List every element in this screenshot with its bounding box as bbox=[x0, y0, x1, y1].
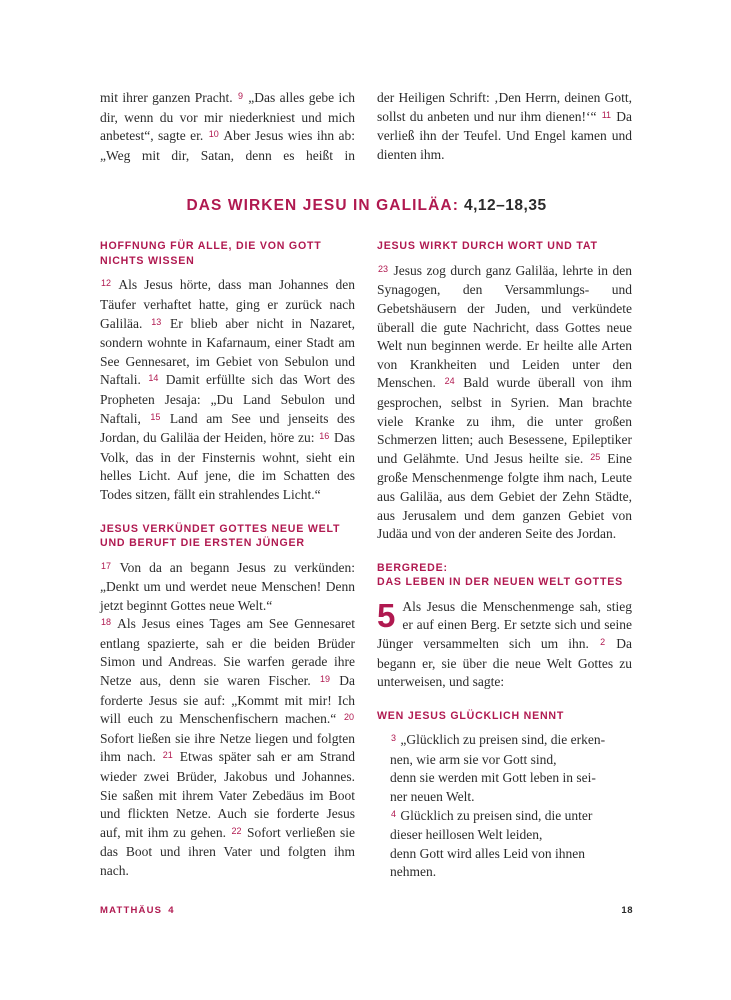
section-heading bbox=[100, 197, 633, 215]
body-text: Aber Jesus wies ihn ab: „Weg mit dir, Satan, denn es heißt in bbox=[100, 128, 355, 163]
body-paragraph bbox=[100, 276, 355, 504]
verse-number: 23 bbox=[378, 263, 389, 274]
verse-number: 20 bbox=[343, 712, 354, 723]
body-text: nehmen. bbox=[390, 864, 437, 880]
body-text: Glücklich zu preisen sind, die unter bbox=[397, 807, 593, 823]
verse-number: 16 bbox=[319, 431, 330, 442]
body-text: denn Gott wird alles Leid von ihnen bbox=[390, 845, 585, 861]
section-subheading bbox=[377, 561, 632, 590]
body-text: Als Jesus die Menschenmenge sah, stieg er auf einen Berg. Er setzte sich und seine Jünger versammelten sich um ihn. bbox=[377, 598, 632, 651]
page-number: 18 bbox=[621, 905, 633, 916]
body-paragraph bbox=[100, 89, 355, 165]
body-text: Land am See und jenseits des Jordan, du Galiläa der Heiden, höre zu: bbox=[100, 410, 356, 446]
body-text: denn sie werden mit Gott leben in sei- bbox=[390, 770, 596, 786]
body-text: Da verließ ihn der Teufel. Und Engel kamen und dienten ihm. bbox=[377, 108, 633, 162]
subheading-line: WEN JESUS GLÜCKLICH NENNT bbox=[377, 709, 565, 722]
subheading-line: HOFFNUNG FÜR ALLE, DIE VON GOTT bbox=[100, 240, 322, 253]
footer-book-name: MATTHÄUS bbox=[100, 905, 163, 916]
poetry-line bbox=[390, 751, 632, 770]
verse-number: 4 bbox=[391, 808, 397, 819]
poetry-line bbox=[390, 731, 632, 751]
section-reference: 4,12–18,35 bbox=[463, 197, 547, 215]
section-subheading bbox=[377, 709, 632, 724]
page-footer bbox=[100, 905, 633, 916]
body-text: Da begann er, sie über die neue Welt Gottes zu unterweisen, und sagte: bbox=[377, 635, 632, 690]
right-column bbox=[377, 239, 632, 882]
body-text: dieser heillosen Welt leiden, bbox=[390, 827, 543, 843]
poetry-line bbox=[390, 788, 632, 807]
subheading-line: JESUS VERKÜNDET GOTTES NEUE WELT bbox=[100, 522, 341, 535]
verse-number: 2 bbox=[600, 636, 606, 647]
verse-number: 15 bbox=[150, 411, 161, 422]
body-text: Als Jesus hörte, dass man Johannes den Täufer verhaftet hatte, ging er zurück nach Galiläa. bbox=[100, 277, 355, 331]
verse-number: 24 bbox=[444, 376, 455, 387]
body-text: Er blieb aber nicht in Nazaret, sondern wohnte in Kafarnaum, einer Stadt am See Gennesaret, im Gebiet von Sebulon und Naftali. bbox=[100, 315, 355, 388]
poetry-line bbox=[390, 826, 632, 845]
body-text: ner neuen Welt. bbox=[390, 789, 475, 805]
body-text: „Das alles gebe ich dir, wenn du vor mir niederkniest und mich anbetest“, sagte er. bbox=[100, 90, 356, 144]
body-text: Damit erfüllte sich das Wort des Propheten Jesaja: „Du Land Sebulon und Naftali, bbox=[100, 372, 356, 426]
columns-row bbox=[100, 239, 633, 882]
subheading-line: NICHTS WISSEN bbox=[100, 254, 195, 267]
body-text: mit ihrer ganzen Pracht. bbox=[100, 90, 237, 105]
top-left-column bbox=[100, 89, 355, 165]
verse-number: 3 bbox=[391, 733, 397, 744]
section-subheading bbox=[100, 522, 355, 551]
body-paragraph bbox=[377, 89, 632, 164]
subheading-line: JESUS WIRKT DURCH WORT UND TAT bbox=[377, 240, 598, 253]
body-text: Als Jesus eines Tages am See Gennesaret entlang spazierte, sah er die beiden Brüder Simon und Andreas. Sie warfen gerade ihre Netze aus, denn sie waren Fischer. bbox=[100, 616, 355, 689]
verse-number: 9 bbox=[237, 91, 243, 101]
section-title: DAS WIRKEN JESU IN GALILÄA: bbox=[186, 197, 459, 215]
body-text: Jesus zog durch ganz Galiläa, lehrte in den Synagogen, den Versammlungs- und Gebetshäusern der Juden, und verkündete überall die gute Nachricht, dass Gottes neue Welt nun beginnen werde. Er heilte alle Arten von Krankheiten und Leiden unter den Menschen. bbox=[377, 262, 632, 391]
verse-number: 22 bbox=[231, 825, 242, 836]
body-text: Bald wurde überall von ihm gesprochen, selbst in Syrien. Man brachte viele Kranke zu ihm, die unter großen Schmerzen litten; auch Besessene, Epileptiker und Gelähmte. Und Jesus heilte sie. bbox=[377, 375, 633, 466]
body-text: nen, wie arm sie vor Gott sind, bbox=[390, 751, 557, 767]
page-content bbox=[100, 89, 633, 882]
poetry-line bbox=[390, 769, 632, 788]
body-text: Von da an begann Jesus zu verkünden: „Denkt um und werdet neue Menschen! Denn jetzt beginnt Gottes neue Welt.“ bbox=[100, 559, 355, 613]
body-text: Da forderte Jesus sie auf: „Kommt mit mir! Ich will euch zu Menschenfischern machen.“ bbox=[100, 673, 355, 727]
body-paragraph bbox=[100, 559, 355, 616]
verse-number: 21 bbox=[162, 750, 173, 761]
top-text-row bbox=[100, 89, 633, 165]
body-paragraph bbox=[100, 615, 355, 880]
poetry-block bbox=[377, 731, 632, 882]
section-subheading bbox=[100, 239, 355, 268]
body-text: Eine große Menschenmenge folgte ihm nach, Leute aus Galiläa, aus dem Gebiet der Zehn Städte, aus Jerusalem und dem ganzen Gebiet von Judäa und von der anderen Seite des Jordan. bbox=[377, 450, 632, 542]
verse-number: 18 bbox=[101, 617, 112, 628]
verse-number: 13 bbox=[151, 316, 162, 327]
subheading-line: BERGREDE: bbox=[377, 561, 448, 574]
poetry-line bbox=[390, 845, 632, 864]
subheading-line: UND BERUFT DIE ERSTEN JÜNGER bbox=[100, 537, 305, 549]
footer-book-reference bbox=[100, 905, 175, 916]
body-paragraph bbox=[377, 262, 632, 544]
verse-number: 17 bbox=[101, 560, 112, 571]
verse-number: 12 bbox=[101, 278, 112, 289]
section-subheading bbox=[377, 239, 632, 254]
footer-chapter-number: 4 bbox=[168, 905, 175, 916]
body-text: der Heiligen Schrift: ‚Den Herrn, deinen Gott, sollst du anbeten und nur ihm dienen!‘“ bbox=[377, 90, 632, 124]
body-text: Sofort verließen sie das Boot und ihren Vater und folgten ihm nach. bbox=[100, 824, 355, 878]
body-text: „Glücklich zu preisen sind, die erken- bbox=[397, 732, 606, 748]
poetry-line bbox=[390, 863, 632, 882]
verse-number: 10 bbox=[208, 129, 219, 140]
chapter-opening-paragraph bbox=[377, 598, 632, 692]
poetry-line bbox=[390, 807, 632, 827]
top-right-column bbox=[377, 89, 632, 165]
chapter-number-dropcap: 5 bbox=[377, 596, 396, 634]
subheading-line: DAS LEBEN IN DER NEUEN WELT GOTTES bbox=[377, 576, 623, 589]
body-text: Etwas später sah er am Strand wieder zwei Brüder, Jakobus und Johannes. Sie saßen mit ihrem Vater Zebedäus im Boot und flickten Netze. Auch sie forderte Jesus auf, mit ihm zu gehen. bbox=[100, 749, 355, 840]
body-text: Das Volk, das in der Finsternis wohnt, sieht ein helles Licht. Auf jene, die im Schatten des Todes sitzen, fällt ein strahlendes Licht.“ bbox=[100, 430, 356, 502]
verse-number: 14 bbox=[148, 373, 159, 384]
verse-number: 25 bbox=[590, 451, 601, 462]
body-text: Sofort ließen sie ihre Netze liegen und folgten ihm nach. bbox=[100, 730, 355, 765]
verse-number: 19 bbox=[319, 674, 330, 685]
left-column bbox=[100, 239, 355, 882]
verse-number: 11 bbox=[601, 109, 612, 120]
